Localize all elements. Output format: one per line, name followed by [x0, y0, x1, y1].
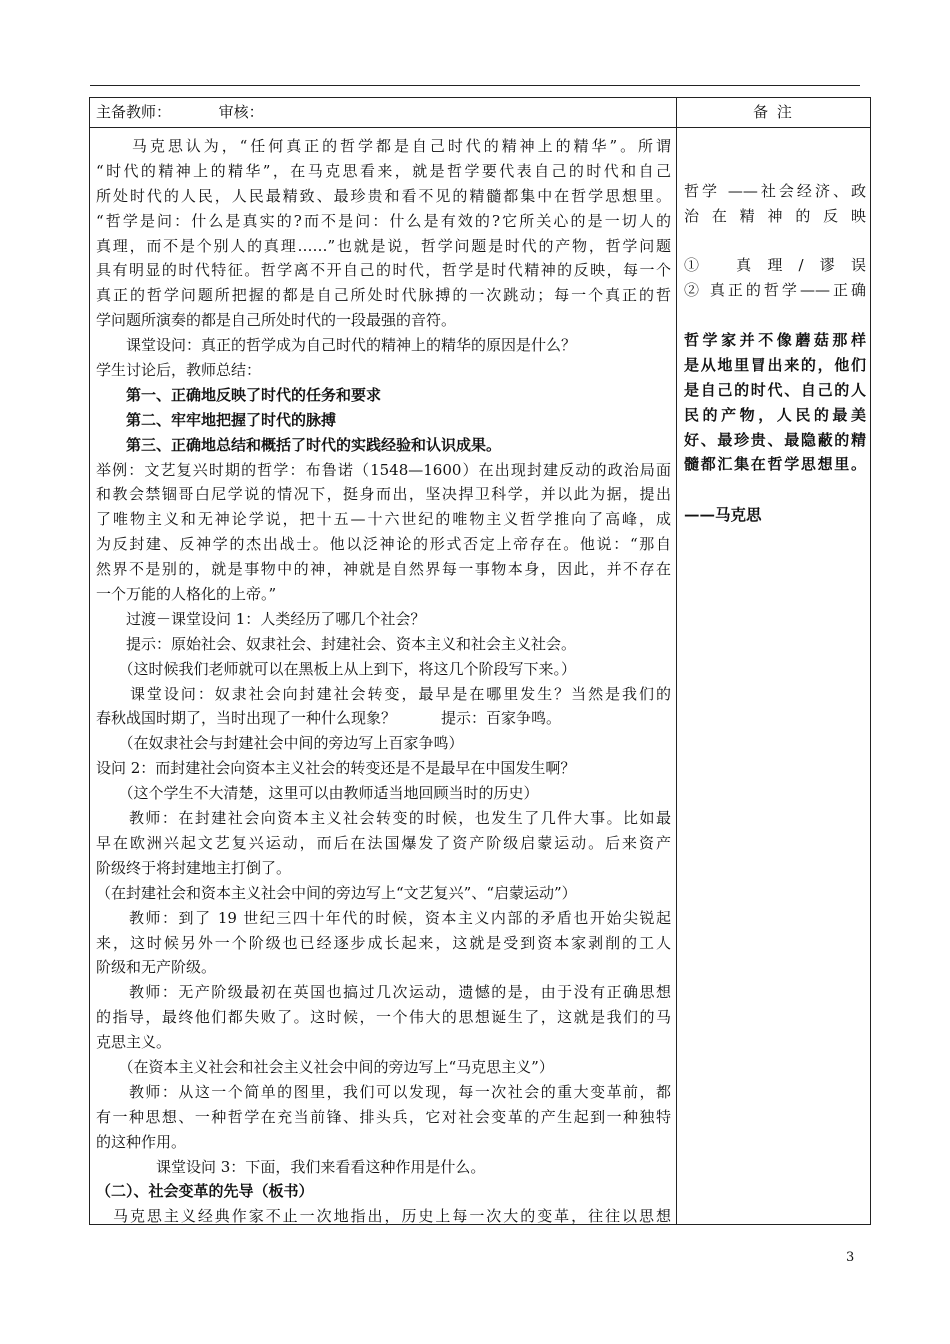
column-divider	[676, 97, 677, 1225]
side-note-quote	[684, 328, 866, 477]
body-line: “哲学是问：什么是真实的?而不是问：什么是有效的?它所关心的是一切人的	[96, 211, 671, 230]
header-remarks: 备 注	[753, 103, 794, 121]
body-line: 学生讨论后，教师总结：	[96, 361, 262, 380]
body-line: 教师：到了 19 世纪三四十年代的时候，资本主义内部的矛盾也开始尖锐起	[96, 908, 671, 927]
side-note-line: 治在精神的反映	[684, 206, 866, 225]
quote-line: 哲学家并不像蘑菇那样	[684, 331, 866, 349]
body-line: （在奴隶社会与封建社会中间的旁边写上百家争鸣）	[96, 734, 464, 753]
body-line: 了唯物主义和无神论学说，把十五—十六世纪的唯物主义哲学推向了高峰，成	[96, 510, 671, 529]
body-line: 设问 2：而封建社会向资本主义社会的转变还是不是最早在中国发生啊？	[96, 759, 576, 778]
header-row-divider	[89, 127, 871, 128]
body-line: （在封建社会和资本主义社会中间的旁边写上“文艺复兴”、“启蒙运动”）	[96, 883, 577, 902]
body-line: 马克思主义经典作家不止一次地指出，历史上每一次大的变革，往往以思想	[96, 1207, 671, 1226]
body-line: 提示：原始社会、奴隶社会、封建社会、资本主义和社会主义社会。	[96, 634, 577, 653]
body-line: （这个学生不大清楚，这里可以由教师适当地回顾当时的历史）	[96, 784, 539, 803]
body-line: 有一种思想、一种哲学在充当前锋、排头兵，它对社会变革的产生起到一种独特	[96, 1107, 671, 1126]
header-teacher-reviewer: 主备教师： 审核：	[96, 103, 264, 121]
lesson-body	[96, 134, 671, 1229]
body-line: 为反封建、反神学的杰出战士。他以泛神论的形式否定上帝存在。他说：“那自	[96, 535, 671, 554]
body-line: 春秋战国时期了，当时出现了一种什么现象？ 提示：百家争鸣。	[96, 709, 562, 728]
side-note-line: ① 真理/谬误	[684, 256, 866, 274]
quote-line: 民的产物，人民的最美	[684, 405, 866, 424]
body-line: 阶级终于将封建地主打倒了。	[96, 858, 292, 877]
side-note-line: 哲学 ——社会经济、政	[684, 182, 866, 200]
body-line: 课堂设问：真正的哲学成为自己时代的精神上的精华的原因是什么？	[96, 336, 577, 355]
body-line: 来，这时候另外一个阶级也已经逐步成长起来，这就是受到资本家剥削的工人	[96, 933, 671, 952]
quote-author: ——马克思	[684, 505, 762, 524]
quote-line: 是从地里冒出来的，他们	[684, 355, 866, 374]
body-line: 马克思认为，“任何真正的哲学都是自己时代的精神上的精华”。所谓	[96, 137, 671, 155]
body-line: 然界不是别的，就是事物中的神，神就是自然界每一事物本身，因此，并不存在	[96, 560, 671, 579]
header-rule	[90, 85, 860, 86]
body-line: 真正的哲学问题所把握的都是自己所处时代脉搏的一次跳动；每一个真正的哲	[96, 286, 671, 305]
summary-point: 第三、正确地总结和概括了时代的实践经验和认识成果。	[96, 435, 502, 454]
body-line: （这时候我们老师就可以在黑板上从上到下，将这几个阶段写下来。）	[96, 659, 577, 678]
summary-point: 第一、正确地反映了时代的任务和要求	[96, 385, 382, 404]
body-line: 课堂设问 3：下面，我们来看看这种作用是什么。	[96, 1157, 486, 1176]
body-line: 真理，而不是个别人的真理……”也就是说，哲学问题是时代的产物，哲学问题	[96, 236, 671, 255]
body-line: 过渡－课堂设问 1：人类经历了哪几个社会？	[96, 609, 426, 628]
section-heading: （二）、社会变革的先导（板书）	[96, 1182, 314, 1201]
side-note-line: ② 真正的哲学——正确	[684, 280, 866, 299]
body-line: 具有明显的时代特征。哲学离不开自己的时代，哲学是时代精神的反映，每一个	[96, 261, 671, 280]
page-number: 3	[846, 1250, 855, 1265]
summary-point: 第二、牢牢地把握了时代的脉搏	[96, 410, 337, 429]
body-line: 的指导，最终他们都失败了。这时候，一个伟大的思想诞生了，这就是我们的马	[96, 1008, 671, 1027]
body-line: 课堂设问：奴隶社会向封建社会转变，最早是在哪里发生？当然是我们的	[96, 684, 671, 703]
body-line: “时代的精神上的精华”，在马克思看来，就是哲学要代表自己的时代和自己	[96, 161, 671, 180]
body-line: 学问题所演奏的都是自己所处时代的一段最强的音符。	[96, 311, 457, 330]
body-line: 一个万能的人格化的上帝。”	[96, 585, 277, 604]
body-line: 教师：无产阶级最初在英国也搞过几次运动，遗憾的是，由于没有正确思想	[96, 983, 671, 1002]
body-line: 教师：从这一个简单的图里，我们可以发现，每一次社会的重大变革前，都	[96, 1082, 671, 1101]
body-line: 举例：文艺复兴时期的哲学：布鲁诺（1548—1600）在出现封建反动的政治局面	[96, 460, 671, 479]
side-note-philosophy	[684, 179, 866, 229]
body-line: 和教会禁锢哥白尼学说的情况下，挺身而出，坚决捍卫科学，并以此为据，提出	[96, 485, 671, 504]
quote-line: 髓都汇集在哲学思想里。	[684, 455, 866, 474]
body-line: 所处时代的人民，人民最精致、最珍贵和看不见的精髓都集中在哲学思想里。	[96, 186, 671, 205]
body-line: 克思主义。	[96, 1033, 172, 1052]
body-line: （在资本主义社会和社会主义社会中间的旁边写上“马克思主义”）	[96, 1057, 554, 1076]
quote-line: 好、最珍贵、最隐蔽的精	[684, 430, 866, 449]
body-line: 的这种作用。	[96, 1132, 187, 1151]
body-line: 教师：在封建社会向资本主义社会转变的时候，也发生了几件大事。比如最	[96, 809, 671, 828]
body-line: 早在欧洲兴起文艺复兴运动，而后在法国爆发了资产阶级启蒙运动。后来资产	[96, 833, 671, 852]
body-line: 阶级和无产阶级。	[96, 958, 217, 977]
side-note-truth	[684, 253, 866, 303]
quote-line: 是自己的时代、自己的人	[684, 380, 866, 399]
